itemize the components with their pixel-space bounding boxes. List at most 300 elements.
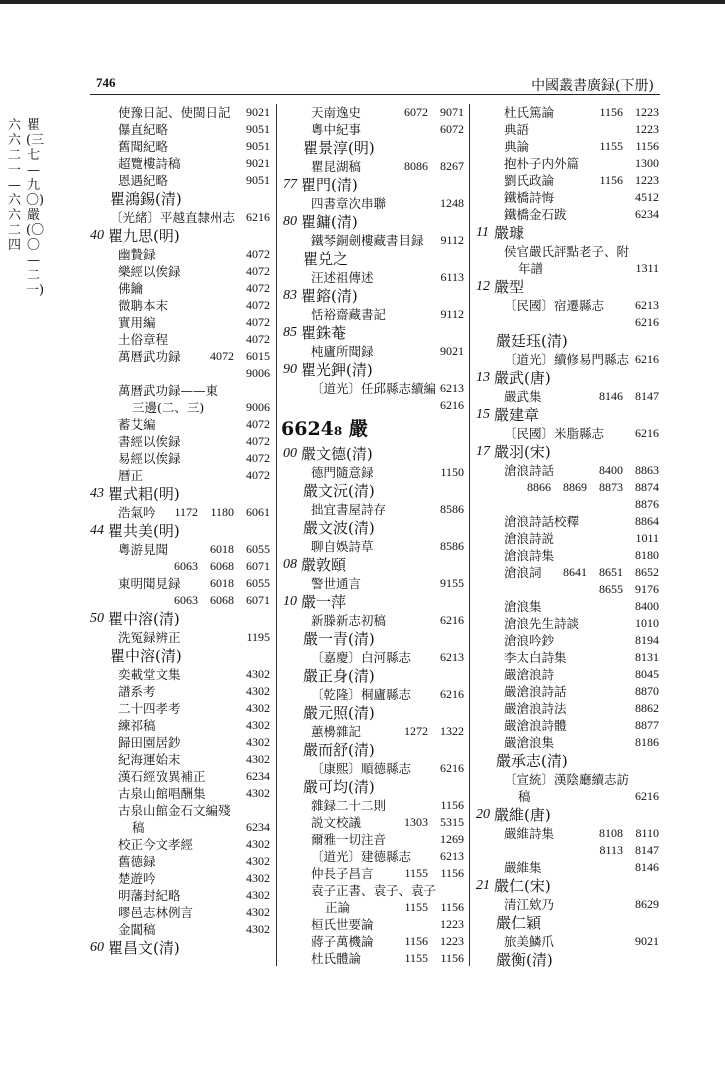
collection-number: 4302: [246, 735, 270, 749]
collection-number: 4302: [246, 888, 270, 902]
entry-title: 洗冤録辨正: [118, 630, 181, 645]
author-code-number: 20: [476, 807, 490, 822]
author-heading: [88, 646, 270, 666]
entry-title: 舊聞紀略: [118, 139, 169, 154]
entry-title: 旅美鱗爪: [504, 934, 555, 949]
entry-title: 滄浪集: [504, 599, 542, 614]
index-entry: [88, 504, 270, 521]
index-entry: [88, 734, 270, 751]
author-code-number: 80: [283, 214, 297, 229]
author-heading: [281, 555, 464, 575]
index-entry: [474, 425, 659, 442]
heading-text: 瞿鏞(清): [301, 213, 358, 231]
index-entry: [88, 836, 270, 853]
collection-number: 6216: [635, 789, 659, 803]
index-entry: [281, 195, 464, 212]
heading-text: 嚴仁(宋): [494, 877, 551, 895]
index-column-1: [88, 104, 270, 958]
index-entry: [281, 575, 464, 592]
entry-title: 土俗章程: [118, 332, 169, 347]
entry-title: 恩遇紀略: [118, 173, 169, 188]
collection-number: 8651: [599, 565, 623, 579]
author-code-number: 10: [283, 594, 297, 609]
collection-number: 4302: [246, 922, 270, 936]
collection-number: 6234: [635, 207, 659, 221]
index-entry: [88, 802, 270, 819]
index-entry: [88, 263, 270, 280]
collection-number: 8147: [635, 389, 659, 403]
collection-number: 8863: [635, 463, 659, 477]
collection-number: 1172: [174, 505, 198, 519]
entry-title: 天南逸史: [311, 105, 362, 120]
author-heading: [474, 277, 659, 297]
index-entry: [474, 479, 659, 496]
index-entry: [474, 496, 659, 513]
entry-title: 〔道光〕續修易門縣志: [504, 352, 630, 367]
heading-text: 瞿式耜(明): [108, 485, 180, 503]
entry-title: 舊德録: [118, 854, 156, 869]
collection-number: 1010: [635, 616, 659, 630]
index-entry: [474, 615, 659, 632]
collection-number: 8400: [635, 599, 659, 613]
index-entry: [281, 831, 464, 848]
index-entry: [281, 649, 464, 666]
entry-title: 三邊(二、三): [132, 400, 205, 415]
entry-title: 嚴滄浪詩: [504, 667, 555, 682]
collection-number: 1272: [404, 724, 428, 738]
index-entry: [88, 558, 270, 575]
collection-number: 1156: [599, 173, 623, 187]
collection-number: 1248: [440, 196, 464, 210]
index-entry: [88, 751, 270, 768]
heading-text: 嚴一萍: [301, 593, 347, 611]
entry-title: 新滕新志初稿: [311, 613, 387, 628]
entry-title: 滄浪詩説: [504, 531, 555, 546]
entry-title: 樂經以俟録: [118, 264, 181, 279]
author-heading: [88, 484, 270, 504]
collection-number: 1195: [246, 630, 270, 644]
collection-number: 6055: [246, 576, 270, 590]
heading-text: 瞿兑之: [303, 250, 349, 268]
collection-number: 6018: [210, 576, 234, 590]
index-entry: [281, 848, 464, 865]
collection-number: 8586: [440, 539, 464, 553]
index-entry: [474, 138, 659, 155]
collection-number: 6063: [174, 593, 198, 607]
author-code-number: 11: [476, 225, 489, 240]
index-entry: [281, 104, 464, 121]
entry-title: 抱朴子内外篇: [504, 156, 580, 171]
entry-title: 古泉山館唱酬集: [118, 786, 206, 801]
entry-title: 汪述祖傳述: [311, 270, 374, 285]
author-heading: [474, 913, 659, 933]
heading-text: 瞿共美(明): [108, 522, 180, 540]
entry-title: 萬曆武功録: [118, 349, 181, 364]
collection-number: 1223: [635, 122, 659, 136]
collection-number: 8267: [440, 159, 464, 173]
heading-text: 瞿光鉀(清): [301, 361, 373, 379]
index-entry: [281, 899, 464, 916]
entry-title: 恬裕齋藏書記: [311, 307, 387, 322]
heading-text: 瞿中溶(清): [110, 647, 182, 665]
collection-number: 8641: [563, 565, 587, 579]
author-code-number: 15: [476, 407, 490, 422]
collection-number: 1300: [635, 156, 659, 170]
author-heading: [474, 331, 659, 351]
index-entry: [281, 306, 464, 323]
index-entry: [88, 121, 270, 138]
collection-number: 4302: [246, 718, 270, 732]
collection-number: 8873: [599, 480, 623, 494]
heading-text: 瞿鎔(清): [301, 287, 358, 305]
heading-text: 瞿門(清): [301, 176, 358, 194]
index-entry: [88, 365, 270, 382]
index-entry: [281, 865, 464, 882]
entry-title: 〔嘉慶〕白河縣志: [311, 650, 412, 665]
heading-text: 嚴廷珏(清): [496, 332, 568, 350]
index-entry: [474, 547, 659, 564]
heading-text: 嚴可均(清): [303, 778, 375, 796]
collection-number: 8866: [527, 480, 551, 494]
index-entry: [281, 797, 464, 814]
index-entry: [88, 785, 270, 802]
index-entry: [88, 209, 270, 226]
collection-number: 8874: [635, 480, 659, 494]
collection-number: 6061: [246, 505, 270, 519]
index-entry: [474, 314, 659, 331]
collection-number: 4072: [246, 451, 270, 465]
collection-number: 6213: [440, 650, 464, 664]
collection-number: 6213: [440, 381, 464, 395]
heading-text: 嚴敦頤: [301, 556, 347, 574]
collection-number: 8870: [635, 684, 659, 698]
author-heading: [474, 950, 659, 970]
author-heading: [88, 938, 270, 958]
column-divider: [469, 104, 470, 966]
entry-title: 實用編: [118, 315, 156, 330]
entry-title: 〔道光〕建德縣志: [311, 849, 412, 864]
entry-title: 書經以俟録: [118, 434, 181, 449]
entry-title: 嚴滄浪詩體: [504, 718, 567, 733]
entry-title: 粵中紀事: [311, 122, 362, 137]
index-entry: [88, 921, 270, 938]
collection-number: 8131: [635, 650, 659, 664]
author-heading: [474, 405, 659, 425]
collection-number: 8045: [635, 667, 659, 681]
collection-number: 8194: [635, 633, 659, 647]
index-entry: [474, 104, 659, 121]
index-entry: [88, 416, 270, 433]
entry-title: 鐵琴銅劍樓藏書目録: [311, 233, 424, 248]
entry-title: 浩氣吟: [118, 505, 156, 520]
collection-number: 8186: [635, 735, 659, 749]
entry-title: 聊自娛詩草: [311, 539, 374, 554]
collection-number: 8113: [599, 843, 623, 857]
column-divider: [276, 104, 277, 966]
index-entry: [281, 538, 464, 555]
entry-title: 明藩封紀略: [118, 888, 181, 903]
collection-number: 1269: [440, 832, 464, 846]
index-entry: [281, 612, 464, 629]
index-entry: [474, 189, 659, 206]
collection-number: 6055: [246, 542, 270, 556]
author-code-number: 77: [283, 177, 297, 192]
index-entry: [281, 464, 464, 481]
index-entry: [88, 104, 270, 121]
entry-title: 説文校議: [311, 815, 362, 830]
entry-title: 嚴武集: [504, 389, 542, 404]
heading-text: 嚴文德(清): [301, 445, 373, 463]
index-entry: [281, 158, 464, 175]
author-code-number: 90: [283, 362, 297, 377]
heading-text: 嚴承志(清): [496, 752, 568, 770]
entry-title: 侯官嚴氏評點老子、附: [504, 244, 630, 259]
entry-title: 微聃本末: [118, 298, 169, 313]
collection-number: 9051: [246, 139, 270, 153]
author-code-number: 40: [90, 228, 104, 243]
collection-number: 4072: [246, 264, 270, 278]
top-border-line: [0, 0, 725, 4]
heading-text: 嚴文波(清): [303, 519, 375, 537]
index-entry: [474, 598, 659, 615]
index-entry: [88, 700, 270, 717]
collection-number: 4302: [246, 667, 270, 681]
collection-number: 8862: [635, 701, 659, 715]
index-entry: [88, 717, 270, 734]
entry-title: 桓氏世要論: [311, 917, 374, 932]
collection-number: 1156: [404, 934, 428, 948]
page-number: 746: [96, 75, 116, 90]
collection-number: 6213: [635, 298, 659, 312]
index-entry: [281, 814, 464, 831]
collection-number: 4302: [246, 871, 270, 885]
index-entry: [281, 933, 464, 950]
author-code-number: 17: [476, 444, 490, 459]
index-entry: [88, 887, 270, 904]
collection-number: 8864: [635, 514, 659, 528]
index-entry: [474, 859, 659, 876]
author-code-number: 13: [476, 370, 490, 385]
author-heading: [474, 442, 659, 462]
index-entry: [474, 513, 659, 530]
index-entry: [474, 734, 659, 751]
index-entry: [281, 501, 464, 518]
author-heading: [281, 286, 464, 306]
collection-number: 8180: [635, 548, 659, 562]
index-entry: [88, 433, 270, 450]
entry-title: 奕載堂文集: [118, 667, 181, 682]
running-title: 中國叢書廣録(下册): [531, 78, 654, 94]
collection-number: 6216: [440, 613, 464, 627]
entry-title: 〔乾隆〕桐廬縣志: [311, 687, 412, 702]
entry-title: 仲長子昌言: [311, 866, 374, 881]
collection-number: 8652: [635, 565, 659, 579]
collection-number: 8876: [635, 497, 659, 511]
collection-number: 9021: [635, 934, 659, 948]
entry-title: 楚遊吟: [118, 871, 156, 886]
index-entry: [474, 700, 659, 717]
page-header: [90, 72, 660, 95]
index-entry: [474, 530, 659, 547]
index-entry: [281, 723, 464, 740]
collection-number: 4072: [246, 468, 270, 482]
collection-number: 6072: [440, 122, 464, 136]
collection-number: 6216: [246, 210, 270, 224]
collection-number: 6216: [635, 426, 659, 440]
author-heading: [88, 189, 270, 209]
entry-title: 〔宣統〕漢陰廳續志訪: [504, 772, 630, 787]
collection-number: 6216: [635, 315, 659, 329]
entry-title: 滄浪先生詩談: [504, 616, 580, 631]
collection-number: 1150: [440, 465, 464, 479]
index-entry: [474, 564, 659, 581]
collection-number: 4302: [246, 752, 270, 766]
entry-title: 袁子正書、袁子、袁子: [311, 883, 437, 898]
index-entry: [88, 853, 270, 870]
author-heading: [281, 323, 464, 343]
collection-number: 1311: [635, 261, 659, 275]
entry-title: 萬曆武功録——東: [118, 383, 219, 398]
collection-number: 9051: [246, 122, 270, 136]
index-column-2: [281, 104, 464, 967]
collection-number: 9176: [635, 582, 659, 596]
index-entry: [474, 896, 659, 913]
collection-number: 6234: [246, 769, 270, 783]
collection-number: 4072: [246, 434, 270, 448]
entry-title: 瞿昆湖稿: [311, 159, 362, 174]
author-heading: [281, 703, 464, 723]
collection-number: 6018: [210, 542, 234, 556]
entry-title: 二十四孝考: [118, 701, 181, 716]
entry-title: 雜録二十二則: [311, 798, 387, 813]
index-entry: [88, 666, 270, 683]
collection-number: 6068: [210, 559, 234, 573]
entry-title: 鐵橋詩悔: [504, 190, 555, 205]
heading-text: 嚴正身(清): [303, 667, 375, 685]
index-entry: [474, 788, 659, 805]
index-entry: [88, 382, 270, 399]
entry-title: 嚴維詩集: [504, 826, 555, 841]
author-code-number: 50: [90, 611, 104, 626]
heading-text: 嚴璩: [494, 224, 525, 242]
author-code-number: 44: [90, 523, 104, 538]
author-heading: [88, 609, 270, 629]
collection-number: 8869: [563, 480, 587, 494]
index-entry: [474, 581, 659, 598]
collection-number: 9006: [246, 400, 270, 414]
collection-number: 4072: [210, 349, 234, 363]
index-entry: [474, 297, 659, 314]
author-heading: [281, 740, 464, 760]
side-label-name-range: 瞿(三七—九〇)嚴(〇〇—二一): [26, 118, 45, 298]
collection-number: 1155: [404, 866, 428, 880]
index-entry: [281, 760, 464, 777]
index-entry: [474, 155, 659, 172]
entry-title: 德門隨意録: [311, 465, 374, 480]
index-entry: [474, 717, 659, 734]
collection-number: 6015: [246, 349, 270, 363]
index-entry: [474, 683, 659, 700]
collection-number: 6216: [635, 352, 659, 366]
author-heading: [88, 521, 270, 541]
collection-number: 4302: [246, 854, 270, 868]
entry-title: 警世通言: [311, 576, 362, 591]
index-entry: [474, 632, 659, 649]
heading-text: 嚴文沅(清): [303, 482, 375, 500]
collection-number: 1011: [635, 531, 659, 545]
heading-text: 嚴羽(宋): [494, 443, 551, 461]
entry-title: 正論: [325, 900, 351, 915]
index-entry: [474, 825, 659, 842]
author-heading: [281, 629, 464, 649]
author-heading: [281, 175, 464, 195]
heading-text: 嚴武(唐): [494, 369, 551, 387]
collection-number: 1223: [635, 173, 659, 187]
index-entry: [281, 882, 464, 899]
entry-title: 古泉山館金石文編殘: [118, 803, 231, 818]
entry-title: 劉氏政論: [504, 173, 555, 188]
heading-text: 瞿景淳(明): [303, 139, 375, 157]
entry-title: 曆正: [118, 468, 144, 483]
index-entry: [88, 348, 270, 365]
collection-number: 1223: [440, 934, 464, 948]
entry-title: 杜氏體論: [311, 951, 362, 966]
collection-number: 6216: [440, 761, 464, 775]
heading-text: 嚴仁穎: [496, 914, 542, 932]
collection-number: 4302: [246, 786, 270, 800]
collection-number: 1156: [635, 139, 659, 153]
author-heading: [281, 360, 464, 380]
collection-number: 8655: [599, 582, 623, 596]
entry-title: 嚴滄浪詩話: [504, 684, 567, 699]
collection-number: 6071: [246, 559, 270, 573]
author-heading: [281, 212, 464, 232]
collection-number: 4302: [246, 837, 270, 851]
index-entry: [281, 232, 464, 249]
collection-number: 9071: [440, 105, 464, 119]
heading-text: 嚴建章: [494, 406, 540, 424]
index-entry: [474, 933, 659, 950]
entry-title: 四書章次串聯: [311, 196, 387, 211]
collection-number: 4302: [246, 905, 270, 919]
collection-number: 9112: [440, 307, 464, 321]
collection-number: 6063: [174, 559, 198, 573]
collection-number: 6216: [440, 398, 464, 412]
collection-number: 1223: [440, 917, 464, 931]
entry-title: 練祁稿: [118, 718, 156, 733]
collection-number: 9021: [246, 105, 270, 119]
author-heading: [281, 666, 464, 686]
collection-number: 9021: [246, 156, 270, 170]
collection-number: 4072: [246, 281, 270, 295]
author-code-number: 60: [90, 940, 104, 955]
index-entry: [474, 121, 659, 138]
entry-title: 李太白詩集: [504, 650, 567, 665]
index-entry: [474, 666, 659, 683]
heading-text: 瞿中溶(清): [108, 610, 180, 628]
index-entry: [474, 351, 659, 368]
entry-title: 滄浪詩話: [504, 463, 555, 478]
collection-number: 6071: [246, 593, 270, 607]
index-entry: [474, 649, 659, 666]
author-heading: [281, 777, 464, 797]
heading-text: 嚴而舒(清): [303, 741, 375, 759]
collection-number: 1156: [599, 105, 623, 119]
entry-title: 校正今文孝經: [118, 837, 194, 852]
entry-title: 〔民國〕米脂縣志: [504, 426, 605, 441]
index-entry: [88, 904, 270, 921]
author-heading: [281, 138, 464, 158]
